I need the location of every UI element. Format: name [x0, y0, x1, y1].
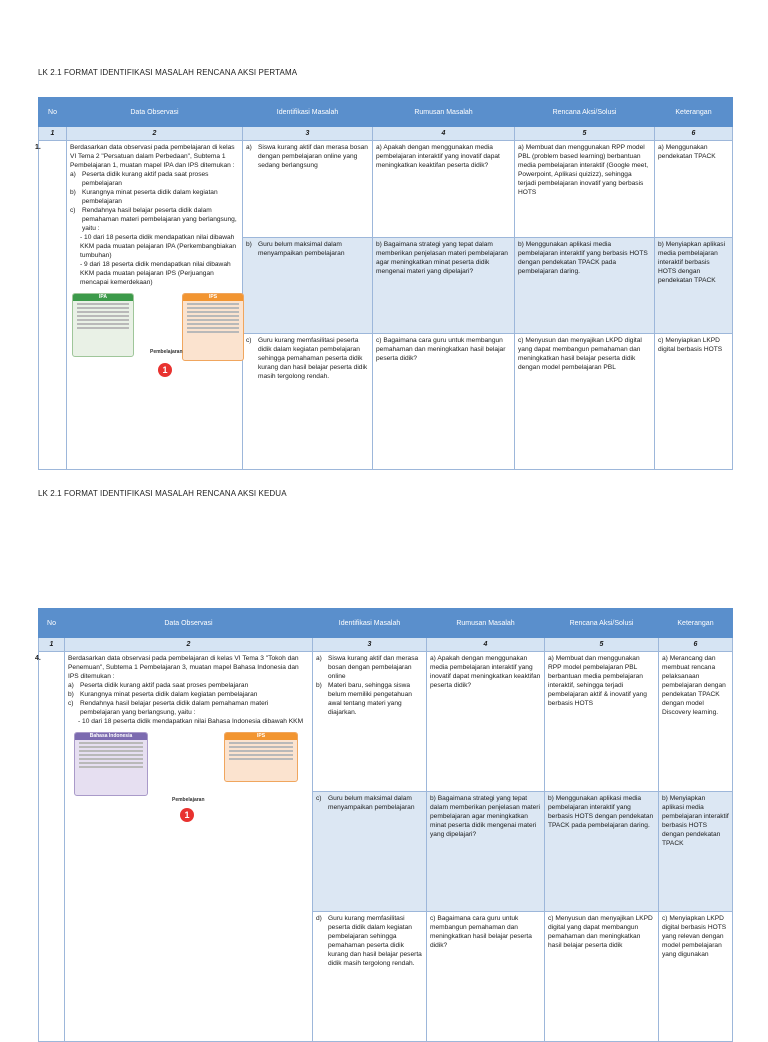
ips-card: IPS [182, 293, 244, 361]
table-row [39, 141, 733, 238]
header-rumusan-masalah: Rumusan Masalah [373, 98, 515, 127]
col-num: 1 [39, 638, 65, 652]
identification-cell: c) Guru kurang memfasilitasi peserta didik dalam kegiatan pembelajaran sehingga pemahaman peserta didik kurang dan hasil belajar peserta didik masih tergolong rendah. [243, 334, 373, 470]
header-no: No [39, 98, 67, 127]
formulation-cell: b) Bagaimana strategi yang tepat dalam memberikan penjelasan materi pembelajaran agar meningkatkan minat peserta didik mengenai materi yang dipelajari? [427, 792, 545, 912]
list-item: b) Kurangnya minat peserta didik dalam kegiatan pembelajaran [68, 691, 258, 698]
observation-intro: Berdasarkan data observasi pada pembelajaran di kelas VI Tema 3 "Tokoh dan Penemuan", Subtema 1 Pembelajaran 3, muatan mapel Bahasa Indonesia dan IPS ditemukan : [68, 655, 299, 680]
observation-intro: Berdasarkan data observasi pada pembelajaran di kelas VI Tema 2 "Persatuan dalam Perbedaan", Subtema 1 Pembelajaran 1, muatan mapel IPA dan IPS ditemukan : [70, 144, 235, 169]
col-num: 5 [515, 127, 655, 141]
lesson-label: Pembelajaran [150, 349, 183, 355]
column-number-row [39, 127, 733, 141]
list-item: c) Rendahnya hasil belajar peserta didik dalam pemahaman materi pembelajaran yang berlangsung, yaitu : [68, 700, 269, 716]
solution-cell: c) Menyusun dan menyajikan LKPD digital yang dapat membangun pemahaman dan meningkatkan hasil belajar peserta didik [545, 912, 659, 1042]
sub-item: - 10 dari 18 peserta didik mendapatkan nilai Bahasa Indonesia dibawah KKM [78, 718, 304, 725]
header-identifikasi-masalah: Identifikasi Masalah [313, 609, 427, 638]
bahasa-indonesia-card: Bahasa Indonesia [74, 732, 148, 796]
header-rumusan-masalah: Rumusan Masalah [427, 609, 545, 638]
header-data-observasi: Data Observasi [65, 609, 313, 638]
col-num: 5 [545, 638, 659, 652]
header-rencana-aksi: Rencana Aksi/Solusi [545, 609, 659, 638]
sub-item: - 10 dari 18 peserta didik mendapatkan nilai dibawah KKM pada muatan pelajaran IPA (Perkembangbiakan tumbuhan) [80, 234, 237, 259]
list-item: c) Rendahnya hasil belajar peserta didik dalam pemahaman materi pembelajaran yang berlangsung, yaitu : [70, 207, 237, 232]
solution-cell: b) Menggunakan aplikasi media pembelajaran interaktif yang berbasis HOTS dengan pendekatan TPACK pada pembelajaran daring. [545, 792, 659, 912]
note-cell: a) Merancang dan membuat rencana pelaksanaan pembelajaran dengan pendekatan TPACK dengan model Discovery learning. [659, 652, 733, 792]
header-rencana-aksi: Rencana Aksi/Solusi [515, 98, 655, 127]
col-num: 3 [313, 638, 427, 652]
sub-item: - 9 dari 18 peserta didik mendapatkan nilai dibawah KKM pada muatan pelajaran IPS (Perjuangan mencapai kemerdekaan) [80, 261, 231, 286]
solution-cell: b) Menggunakan aplikasi media pembelajaran interaktif yang berbasis HOTS dengan pendekatan TPACK pada pembelajaran daring. [515, 238, 655, 334]
lesson-label: Pembelajaran [172, 797, 205, 803]
note-cell: c) Menyiapkan LKPD digital berbasis HOTS yang relevan dengan model pembelajaran yang digunakan [659, 912, 733, 1042]
col-num: 2 [65, 638, 313, 652]
section-title-1: LK 2.1 FORMAT IDENTIFIKASI MASALAH RENCANA AKSI PERTAMA [38, 68, 298, 77]
note-cell: b) Menyiapkan aplikasi media pembelajaran interaktif berbasis HOTS dengan pendekatan TPACK [659, 792, 733, 912]
list-item: b) Kurangnya minat peserta didik dalam kegiatan pembelajaran [70, 189, 218, 205]
identification-cell: b) Guru belum maksimal dalam menyampaikan pembelajaran [243, 238, 373, 334]
formulation-cell: b) Bagaimana strategi yang tepat dalam memberikan penjelasan materi pembelajaran agar meningkatkan minat peserta didik mengenai materi yang dipelajari? [373, 238, 515, 334]
col-num: 6 [659, 638, 733, 652]
list-item: a) Peserta didik kurang aktif pada saat proses pembelajaran [68, 682, 249, 689]
table-row [39, 652, 733, 792]
col-num: 4 [373, 127, 515, 141]
action-plan-table-1 [35, 97, 733, 470]
header-keterangan: Keterangan [659, 609, 733, 638]
header-identifikasi-masalah: Identifikasi Masalah [243, 98, 373, 127]
formulation-cell: a) Apakah dengan menggunakan media pembelajaran interaktif yang inovatif dapat meningkatkan keaktifan peserta didik? [427, 652, 545, 792]
row-number-cell [35, 652, 65, 1042]
row-number: 4. [35, 655, 41, 662]
header-data-observasi: Data Observasi [67, 98, 243, 127]
lesson-thumbnail [70, 293, 239, 387]
table-header-row [39, 98, 733, 127]
ips-card: IPS [224, 732, 298, 782]
col-num: 4 [427, 638, 545, 652]
identification-cell: d) Guru kurang memfasilitasi peserta didik dalam kegiatan pembelajaran sehingga pemahaman peserta didik kurang dan hasil belajar peserta didik masih tergolong rendah. [313, 912, 427, 1042]
solution-cell: c) Menyusun dan menyajikan LKPD digital yang dapat membangun pemahaman dan meningkatkan hasil belajar peserta didik dengan model pembelajaran PBL [515, 334, 655, 470]
column-number-row [39, 638, 733, 652]
col-num: 2 [67, 127, 243, 141]
action-plan-table-2 [35, 608, 733, 1042]
lesson-thumbnail [68, 732, 309, 882]
formulation-cell: a) Apakah dengan menggunakan media pembelajaran interaktif yang inovatif dapat meningkatkan keaktifan peserta didik? [373, 141, 515, 238]
solution-cell: a) Membuat dan menggunakan RPP model pembelajaran PBL berbantuan media pembelajaran interaktif, sehingga terjadi pembelajaran aktif & inovatif yang berbasis HOTS [545, 652, 659, 792]
section-title-2: LK 2.1 FORMAT IDENTIFIKASI MASALAH RENCANA AKSI KEDUA [38, 489, 287, 498]
col-num: 1 [39, 127, 67, 141]
observation-cell [65, 652, 313, 1042]
col-num: 6 [655, 127, 733, 141]
list-item: a) Peserta didik kurang aktif pada saat proses pembelajaran [70, 171, 209, 187]
identification-cell: a) Siswa kurang aktif dan merasa bosan dengan pembelajaran online yang sedang berlangsung [243, 141, 373, 238]
table-header-row [39, 609, 733, 638]
lesson-badge: 1 [158, 363, 172, 377]
row-number-cell [35, 141, 67, 470]
row-number: 1. [35, 144, 41, 151]
header-keterangan: Keterangan [655, 98, 733, 127]
col-num: 3 [243, 127, 373, 141]
note-cell: a) Menggunakan pendekatan TPACK [655, 141, 733, 238]
note-cell: c) Menyiapkan LKPD digital berbasis HOTS [655, 334, 733, 470]
identification-cell: a) Siswa kurang aktif dan merasa bosan dengan pembelajaran online b) Materi baru, sehingga siswa belum memiliki pengetahuan awal tentang materi yang diajarkan. [313, 652, 427, 792]
header-no: No [39, 609, 65, 638]
observation-cell [67, 141, 243, 470]
formulation-cell: c) Bagaimana cara guru untuk membangun pemahaman dan meningkatkan hasil belajar peserta didik? [427, 912, 545, 1042]
identification-cell: c) Guru belum maksimal dalam menyampaikan pembelajaran [313, 792, 427, 912]
ipa-card: IPA [72, 293, 134, 357]
note-cell: b) Menyiapkan aplikasi media pembelajaran interaktif berbasis HOTS dengan pendekatan TPACK [655, 238, 733, 334]
solution-cell: a) Membuat dan menggunakan RPP model PBL (problem based learning) berbantuan media pembelajaran interaktif (Google meet, Powerpoint, Aplikasi quizizz), sehingga terjadi pembelajaran inovatif yang berbasis HOTS [515, 141, 655, 238]
formulation-cell: c) Bagaimana cara guru untuk membangun pemahaman dan meningkatkan hasil belajar peserta didik? [373, 334, 515, 470]
lesson-badge: 1 [180, 808, 194, 822]
